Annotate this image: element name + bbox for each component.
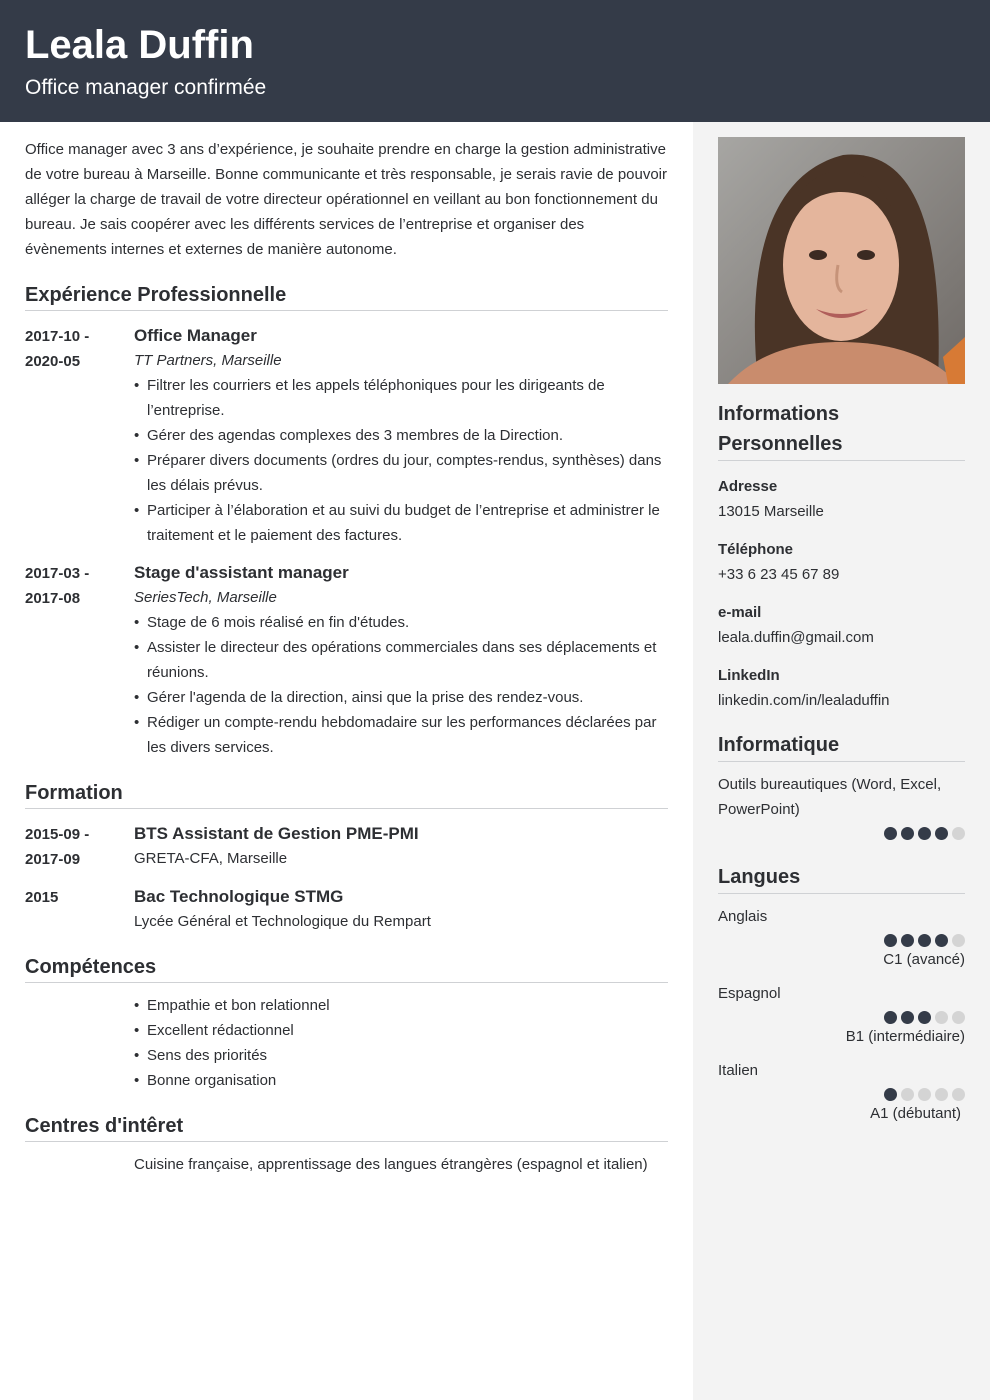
education-entry xyxy=(25,884,668,934)
phone-label: Téléphone xyxy=(718,541,794,558)
languages-title: Langues xyxy=(718,862,965,894)
computing-skill-name: Outils bureautiques (Word, Excel, PowerPoint) xyxy=(718,776,942,818)
date-start: 2017-10 - xyxy=(25,328,90,345)
rating-dot-filled xyxy=(901,1011,914,1024)
email-value: leala.duffin@gmail.com xyxy=(718,629,874,646)
rating-dot-filled xyxy=(884,1011,897,1024)
personal-info-title xyxy=(718,399,965,461)
entry-dates xyxy=(25,821,134,872)
task-item: • Stage de 6 mois réalisé en fin d'études. xyxy=(134,610,668,635)
personal-info-title-line: Informations xyxy=(718,403,840,425)
rating-dots xyxy=(718,934,965,947)
date-end: 2017-08 xyxy=(25,590,81,607)
employer: TT Partners, Marseille xyxy=(134,352,282,369)
date-start: 2017-03 - xyxy=(25,565,90,582)
entry-dates xyxy=(25,560,134,760)
experience-entry xyxy=(25,323,668,548)
language-name: Anglais xyxy=(718,908,768,925)
personal-info-section xyxy=(718,399,965,713)
skill-item: • Bonne organisation xyxy=(134,1068,668,1093)
task-item: • Gérer l'agenda de la direction, ainsi que la prise des rendez-vous. xyxy=(134,685,668,710)
language-item xyxy=(718,981,965,1049)
phone-value: +33 6 23 45 67 89 xyxy=(718,566,840,583)
rating-dot-filled xyxy=(918,827,931,840)
computing-section xyxy=(718,730,965,840)
experience-title: Expérience Professionnelle xyxy=(25,282,668,311)
date-start: 2015-09 - xyxy=(25,826,90,843)
rating-dot-filled xyxy=(884,827,897,840)
rating-dot-empty xyxy=(952,934,965,947)
skills-list xyxy=(25,993,668,1093)
email-label: e-mail xyxy=(718,604,762,621)
interests-section xyxy=(25,1113,668,1177)
language-name: Italien xyxy=(718,1062,759,1079)
task-item: • Préparer divers documents (ordres du jour, comptes-rendus, synthèses) dans les délais prévus. xyxy=(134,448,668,498)
language-level: C1 (avancé) xyxy=(883,951,965,968)
education-entry xyxy=(25,821,668,872)
skill-item: • Empathie et bon relationnel xyxy=(134,993,668,1018)
language-item xyxy=(718,1058,965,1126)
experience-section xyxy=(25,282,668,760)
rating-dot-filled xyxy=(901,827,914,840)
language-item xyxy=(718,904,965,972)
rating-dot-filled xyxy=(918,1011,931,1024)
task-list xyxy=(134,373,668,548)
task-list xyxy=(134,610,668,760)
main-column xyxy=(25,137,668,1177)
personal-info-title-line: Personnelles xyxy=(718,433,843,455)
date-start: 2015 xyxy=(25,889,59,906)
rating-dot-filled xyxy=(935,934,948,947)
school-name: GRETA-CFA, Marseille xyxy=(134,850,288,867)
task-item: • Filtrer les courriers et les appels téléphoniques pour les dirigeants de l’entreprise. xyxy=(134,373,668,423)
candidate-name: Leala Duffin xyxy=(25,23,254,67)
profile-photo xyxy=(718,137,965,384)
job-title: Office Manager xyxy=(134,326,257,345)
rating-dot-filled xyxy=(884,934,897,947)
task-item: • Assister le directeur des opérations commerciales dans ses déplacements et réunions. xyxy=(134,635,668,685)
linkedin-label: LinkedIn xyxy=(718,667,780,684)
resume-header xyxy=(0,0,990,122)
rating-dot-filled xyxy=(918,934,931,947)
rating-dots xyxy=(718,1011,965,1024)
entry-body xyxy=(134,821,668,872)
interests-text: Cuisine française, apprentissage des langues étrangères (espagnol et italien) xyxy=(134,1156,648,1173)
school-name: Lycée Général et Technologique du Rempart xyxy=(134,913,431,930)
rating-dots xyxy=(718,827,965,840)
date-end: 2020-05 xyxy=(25,353,81,370)
language-level: A1 (débutant) xyxy=(870,1105,961,1122)
language-name: Espagnol xyxy=(718,985,781,1002)
skills-section xyxy=(25,954,668,1093)
profile-summary: Office manager avec 3 ans d’expérience, je souhaite prendre en charge la gestion administrative de votre bureau à Marseille. Bonne communicante et très responsable, je serais ravie de pouvoir alléger la charge de travail de votre directeur opérationnel en veillant au bon fonctionnement du bureau. Je sais coopérer avec les différents services de l’entreprise et organiser des évènements internes et externes de manière autonome. xyxy=(25,141,668,258)
rating-dot-filled xyxy=(901,934,914,947)
job-title: Stage d'assistant manager xyxy=(134,563,349,582)
candidate-title: Office manager confirmée xyxy=(25,76,267,99)
portrait-image xyxy=(718,137,965,384)
rating-dot-empty xyxy=(935,1011,948,1024)
rating-dot-filled xyxy=(884,1088,897,1101)
address-label: Adresse xyxy=(718,478,778,495)
interests-title: Centres d'intêret xyxy=(25,1113,668,1142)
rating-dots xyxy=(718,1088,965,1101)
language-level: B1 (intermédiaire) xyxy=(845,1028,965,1045)
linkedin-value: linkedin.com/in/lealaduffin xyxy=(718,692,890,709)
entry-body xyxy=(134,884,668,934)
task-item: • Rédiger un compte-rendu hebdomadaire sur les performances déclarées par les divers services. xyxy=(134,710,668,760)
employer: SeriesTech, Marseille xyxy=(134,589,277,606)
rating-dot-empty xyxy=(952,1088,965,1101)
entry-body xyxy=(134,560,668,760)
sidebar-column xyxy=(718,137,965,1126)
address-value: 13015 Marseille xyxy=(718,503,824,520)
task-item: • Gérer des agendas complexes des 3 membres de la Direction. xyxy=(134,423,668,448)
entry-body xyxy=(134,323,668,548)
education-title: Formation xyxy=(25,780,668,809)
degree-title: BTS Assistant de Gestion PME-PMI xyxy=(134,824,419,843)
entry-dates xyxy=(25,323,134,548)
rating-dot-empty xyxy=(952,827,965,840)
rating-dot-empty xyxy=(952,1011,965,1024)
skill-item: • Sens des priorités xyxy=(134,1043,668,1068)
entry-dates xyxy=(25,884,134,934)
rating-dot-empty xyxy=(935,1088,948,1101)
education-section xyxy=(25,780,668,934)
rating-dot-empty xyxy=(901,1088,914,1101)
task-item: • Participer à l’élaboration et au suivi du budget de l’entreprise et administrer le traitement et le paiement des factures. xyxy=(134,498,668,548)
degree-title: Bac Technologique STMG xyxy=(134,887,344,906)
rating-dot-filled xyxy=(935,827,948,840)
rating-dot-empty xyxy=(918,1088,931,1101)
computing-title: Informatique xyxy=(718,730,965,762)
date-end: 2017-09 xyxy=(25,851,81,868)
languages-section xyxy=(718,862,965,1126)
experience-entry xyxy=(25,560,668,760)
skills-title: Compétences xyxy=(25,954,668,983)
skill-item: • Excellent rédactionnel xyxy=(134,1018,668,1043)
